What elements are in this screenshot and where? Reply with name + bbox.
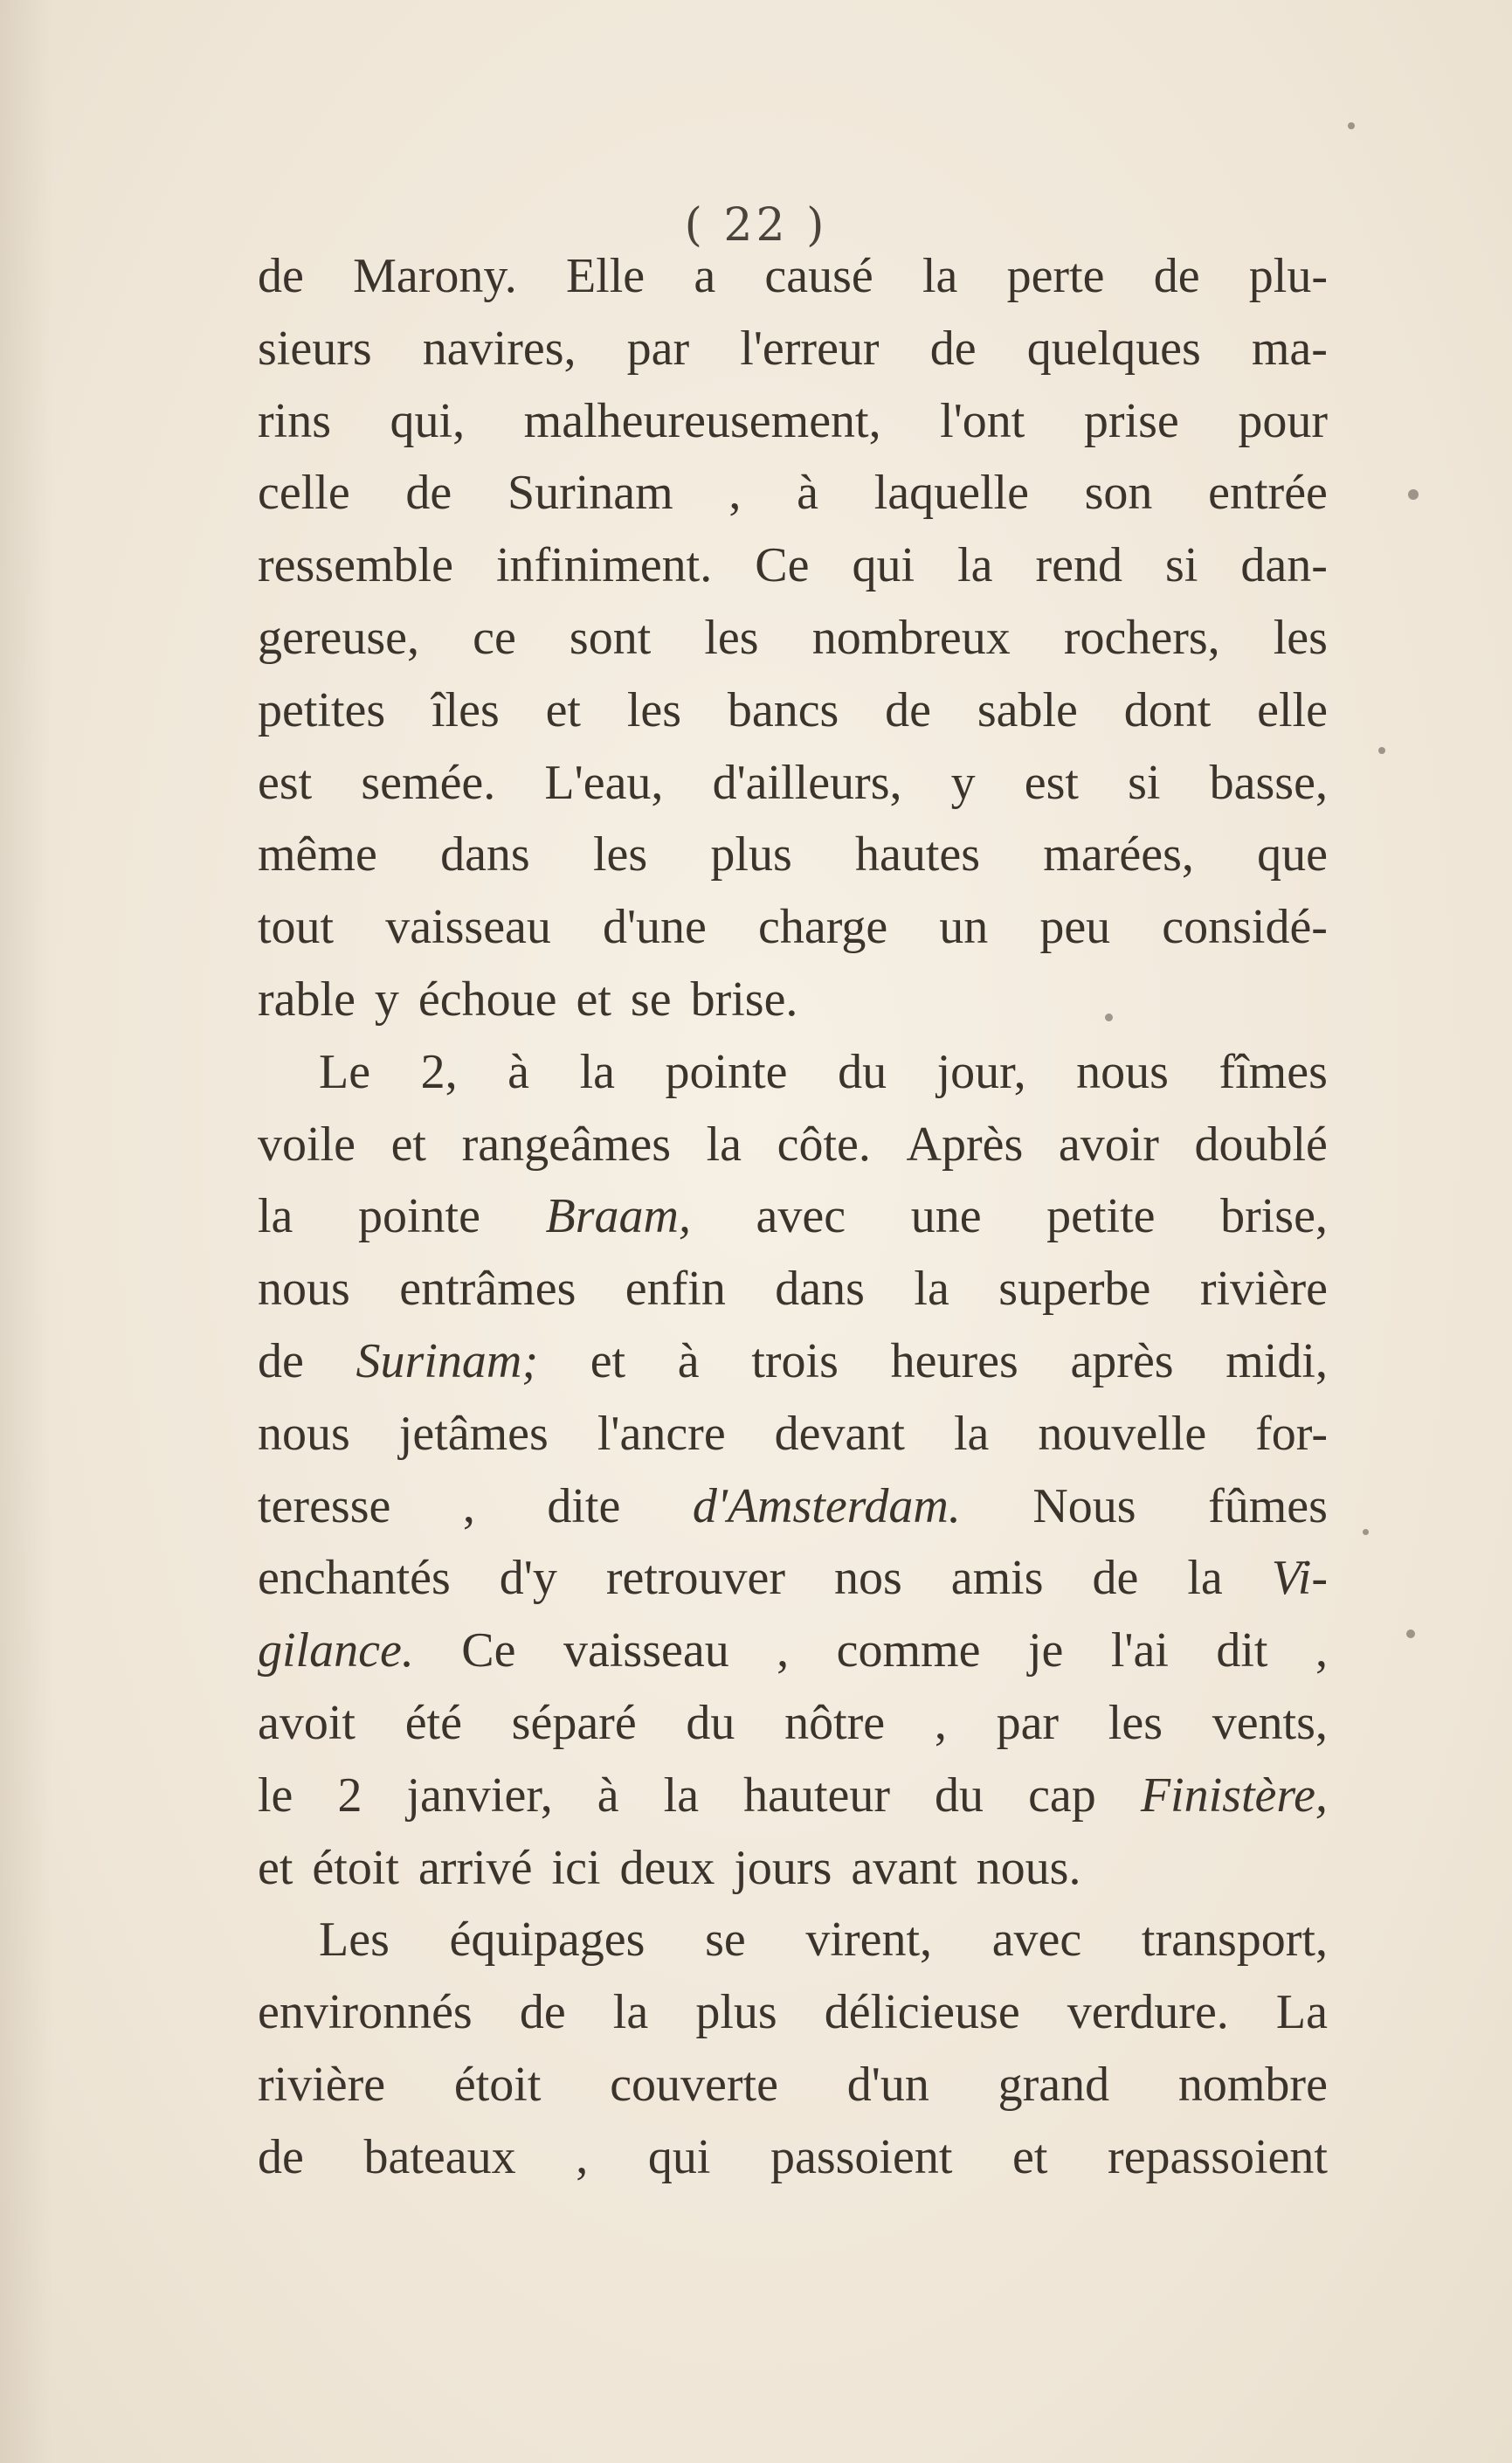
word: la [258, 1189, 293, 1244]
word: Braam, [545, 1189, 691, 1244]
word: les [1273, 610, 1328, 665]
text-line [258, 1904, 1328, 1976]
word: le [258, 1768, 293, 1823]
word: se [705, 1913, 746, 1968]
word: pour [1238, 393, 1328, 448]
word: virent, [805, 1913, 933, 1968]
word: dit [1216, 1623, 1268, 1678]
word: de [258, 249, 304, 303]
word: de [1092, 1551, 1139, 1606]
word: dans [440, 827, 530, 882]
word: hauteur [743, 1768, 891, 1823]
word: et [576, 972, 611, 1027]
word: dont [1123, 682, 1212, 737]
text-line [258, 675, 1328, 747]
word: infiniment. [495, 538, 713, 593]
text-line [258, 385, 1328, 458]
word: y [950, 755, 976, 810]
word: les [626, 682, 682, 737]
word: les [704, 610, 759, 665]
word: L'eau, [544, 755, 664, 810]
word: hautes [855, 827, 981, 882]
text-line [258, 240, 1328, 313]
word: plu- [1248, 249, 1328, 303]
word: dan- [1240, 538, 1328, 593]
word: la [914, 1262, 949, 1317]
word: amis [950, 1551, 1044, 1606]
word: un [939, 900, 989, 955]
word: vaisseau [385, 900, 551, 955]
word: par [626, 321, 690, 376]
word: par [996, 1695, 1060, 1750]
word: elle [1257, 682, 1328, 737]
word: à [597, 1768, 619, 1823]
word: étoit [312, 1840, 399, 1895]
word: retrouver [605, 1551, 786, 1606]
word: verdure. [1067, 1985, 1229, 2040]
body-text [258, 240, 1328, 2194]
word: Elle [565, 249, 646, 303]
paper-speck [1378, 747, 1385, 754]
text-line [258, 819, 1328, 891]
word: la [663, 1768, 700, 1823]
word: l'erreur [740, 321, 880, 376]
word: qui [852, 538, 915, 593]
word: se [630, 972, 672, 1027]
text-line [258, 1760, 1328, 1832]
word: de [405, 466, 452, 521]
word: , [1315, 1623, 1328, 1678]
word: je [1027, 1623, 1064, 1678]
word: de [258, 2129, 304, 2184]
word: rangeâmes [461, 1117, 672, 1172]
word: rivière [258, 2057, 386, 2112]
word: ressemble [258, 538, 453, 593]
word: gereuse, [258, 610, 420, 665]
word: midi, [1225, 1333, 1328, 1388]
word: Vi- [1271, 1551, 1328, 1606]
word: rivière [1199, 1262, 1328, 1317]
word: teresse [258, 1478, 391, 1533]
word: La [1275, 1985, 1328, 2040]
word: d'un [846, 2057, 929, 2112]
text-line [258, 2121, 1328, 2194]
word: marées, [1043, 827, 1194, 882]
word: la [612, 1985, 649, 2040]
word: sable [977, 682, 1078, 737]
word: pointe [665, 1044, 788, 1099]
text-line [258, 602, 1328, 675]
word: avec [756, 1189, 846, 1244]
word: doublé [1194, 1117, 1328, 1172]
word: après [1070, 1333, 1174, 1388]
word: à [677, 1333, 700, 1388]
word: for- [1255, 1406, 1328, 1461]
word: Surinam; [356, 1333, 538, 1388]
word: la [957, 538, 993, 593]
word: de [258, 1333, 304, 1388]
word: vaisseau [563, 1623, 729, 1678]
word: la [953, 1406, 990, 1461]
text-line [258, 1180, 1328, 1253]
word: nous [258, 1262, 350, 1317]
word: semée. [361, 755, 496, 810]
word: si [1165, 538, 1198, 593]
word: environnés [258, 1985, 473, 2040]
word: une [910, 1189, 982, 1244]
text-line [258, 1253, 1328, 1325]
word: vents, [1212, 1695, 1328, 1750]
word: délicieuse [824, 1985, 1020, 2040]
word: transport, [1141, 1913, 1328, 1968]
paper-speck [1105, 1014, 1113, 1021]
word: rochers, [1063, 610, 1220, 665]
word: et [258, 1840, 293, 1895]
word: sieurs [258, 321, 372, 376]
text-line [258, 313, 1328, 385]
word: Ce [461, 1623, 516, 1678]
word: arrivé [418, 1840, 533, 1895]
word: ma- [1251, 321, 1328, 376]
word: bancs [727, 682, 839, 737]
word: est [1024, 755, 1079, 810]
word: nombre [1177, 2057, 1328, 2112]
word: d'Amsterdam. [692, 1478, 961, 1533]
word: dans [775, 1262, 865, 1317]
word: pointe [357, 1189, 480, 1244]
word: celle [258, 466, 350, 521]
word: et [590, 1333, 626, 1388]
word: , [576, 2129, 589, 2184]
text-line [258, 964, 1328, 1036]
word: avant [851, 1840, 957, 1895]
paper-speck [1408, 489, 1419, 500]
word: jetâmes [398, 1406, 549, 1461]
word: petite [1046, 1189, 1156, 1244]
word: nouvelle [1038, 1406, 1207, 1461]
word: Surinam [507, 466, 673, 521]
word: de [519, 1985, 566, 2040]
word: Finistère, [1140, 1768, 1328, 1823]
paper-speck [1363, 1529, 1369, 1535]
word: , [728, 466, 742, 521]
word: , [934, 1695, 947, 1750]
word: passoient [770, 2129, 953, 2184]
word: avec [991, 1913, 1082, 1968]
text-line [258, 1470, 1328, 1543]
word: et [1012, 2129, 1048, 2184]
word: nous. [976, 1840, 1081, 1895]
word: l'ancre [597, 1406, 726, 1461]
word: trois [751, 1333, 839, 1388]
word: la [579, 1044, 615, 1099]
word: Après [906, 1117, 1024, 1172]
text-line [258, 1109, 1328, 1181]
word: qui, [390, 393, 466, 448]
word: voile [258, 1117, 356, 1172]
word: et [390, 1117, 426, 1172]
word: jours [734, 1840, 832, 1895]
word: été [404, 1695, 462, 1750]
word: janvier, [406, 1768, 553, 1823]
word: Le [319, 1044, 371, 1099]
word: les [1108, 1695, 1163, 1750]
word: l'ai [1110, 1623, 1169, 1678]
paper-speck [1406, 1629, 1415, 1638]
word: brise. [690, 972, 798, 1027]
text-line [258, 1976, 1328, 2049]
word: d'une [602, 900, 707, 955]
word: nombreux [811, 610, 1011, 665]
word: heures [890, 1333, 1018, 1388]
word: , [462, 1478, 475, 1533]
word: charge [757, 900, 888, 955]
word: enfin [625, 1262, 726, 1317]
word: 2, [420, 1044, 458, 1099]
word: malheureusement, [523, 393, 881, 448]
word: 2 [337, 1768, 362, 1823]
word: d'y [499, 1551, 557, 1606]
word: rins [258, 393, 331, 448]
word: tout [258, 900, 335, 955]
word: rable [258, 972, 356, 1027]
word: du [935, 1768, 984, 1823]
word: du [686, 1695, 735, 1750]
word: gilance. [258, 1623, 414, 1678]
word: cap [1028, 1768, 1096, 1823]
word: brise, [1220, 1189, 1328, 1244]
word: fûmes [1208, 1478, 1328, 1533]
word: grand [998, 2057, 1110, 2112]
word: son [1084, 466, 1153, 521]
word: la [922, 249, 958, 303]
text-line [258, 891, 1328, 964]
word: peu [1039, 900, 1111, 955]
word: rend [1035, 538, 1123, 593]
page-edge-shadow [0, 0, 52, 2463]
word: quelques [1026, 321, 1201, 376]
word: dite [547, 1478, 621, 1533]
word: à [797, 466, 818, 521]
paper-speck [1348, 122, 1355, 129]
word: côte. [777, 1117, 871, 1172]
word: Marony. [353, 249, 517, 303]
word: plus [695, 1985, 777, 2040]
word: de [929, 321, 977, 376]
word: nôtre [784, 1695, 886, 1750]
word: prise [1083, 393, 1179, 448]
word: basse, [1209, 755, 1328, 810]
word: Les [319, 1913, 390, 1968]
word: si [1128, 755, 1161, 810]
word: d'ailleurs, [712, 755, 902, 810]
word: équipages [449, 1913, 646, 1968]
word: nos [834, 1551, 902, 1606]
word: qui [647, 2129, 711, 2184]
word: superbe [998, 1262, 1151, 1317]
text-line [258, 2049, 1328, 2121]
word: avoir [1058, 1117, 1159, 1172]
word: laquelle [873, 466, 1029, 521]
word: ici [551, 1840, 601, 1895]
word: les [592, 827, 648, 882]
word: devant [774, 1406, 905, 1461]
text-line [258, 1615, 1328, 1687]
word: nous [258, 1406, 350, 1461]
word: échoue [418, 972, 557, 1027]
text-line [258, 1036, 1328, 1109]
word: enchantés [258, 1551, 451, 1606]
word: nous [1076, 1044, 1169, 1099]
word: plus [710, 827, 792, 882]
word: petites [258, 682, 386, 737]
word: la [706, 1117, 742, 1172]
word: Nous [1032, 1478, 1136, 1533]
word: perte [1006, 249, 1105, 303]
word: comme [836, 1623, 981, 1678]
word: entrée [1208, 466, 1328, 521]
word: Ce [755, 538, 810, 593]
word: ce [473, 610, 516, 665]
word: entrâmes [399, 1262, 576, 1317]
word: repassoient [1108, 2129, 1328, 2184]
text-line [258, 1325, 1328, 1398]
word: navires, [422, 321, 576, 376]
word: l'ont [940, 393, 1025, 448]
word: jour, [936, 1044, 1026, 1099]
word: îles [432, 682, 500, 737]
text-line [258, 529, 1328, 602]
word: de [1153, 249, 1200, 303]
word: du [838, 1044, 887, 1099]
word: est [258, 755, 313, 810]
word: que [1257, 827, 1328, 882]
word: étoit [453, 2057, 542, 2112]
word: avoit [258, 1695, 356, 1750]
word: bateaux [363, 2129, 516, 2184]
word: fîmes [1219, 1044, 1328, 1099]
word: sont [569, 610, 652, 665]
word: et [545, 682, 581, 737]
word: deux [619, 1840, 715, 1895]
text-line [258, 1832, 1328, 1905]
text-line [258, 747, 1328, 820]
word: causé [764, 249, 873, 303]
page-number: ( 22 ) [684, 199, 828, 252]
word: de [885, 682, 932, 737]
word: y [374, 972, 399, 1027]
text-line [258, 1398, 1328, 1470]
word: même [258, 827, 377, 882]
word: , [777, 1623, 790, 1678]
text-line [258, 457, 1328, 529]
word: a [694, 249, 716, 303]
word: couverte [610, 2057, 778, 2112]
word: la [1187, 1551, 1223, 1606]
text-line [258, 1687, 1328, 1760]
word: à [507, 1044, 530, 1099]
word: considé- [1162, 900, 1328, 955]
word: séparé [511, 1695, 637, 1750]
text-line [258, 1542, 1328, 1615]
